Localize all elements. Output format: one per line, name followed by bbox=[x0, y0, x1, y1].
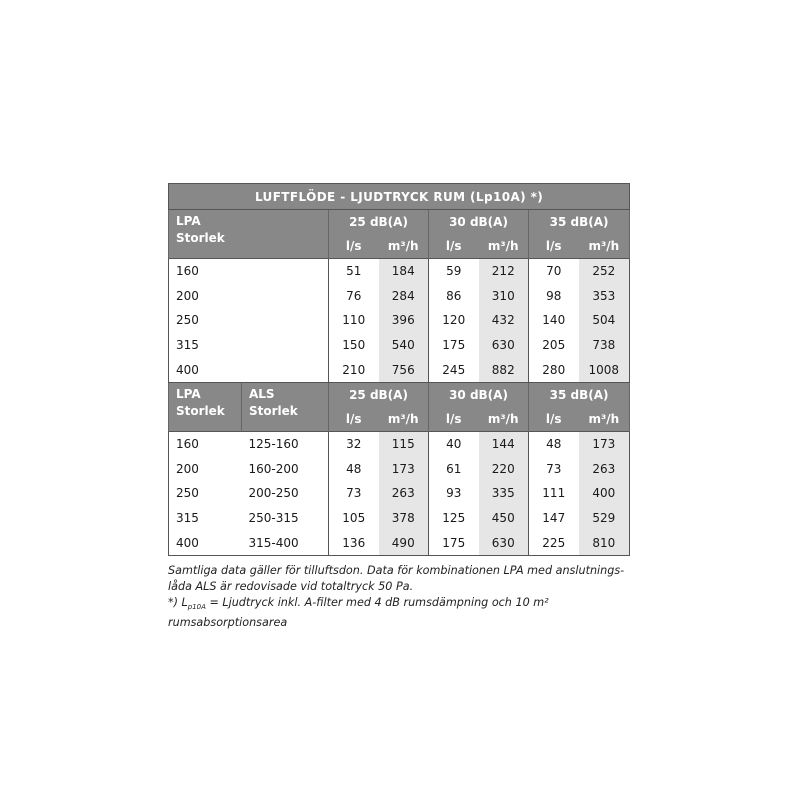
table-cell: 136 bbox=[329, 530, 379, 555]
table-cell: 263 bbox=[579, 457, 630, 482]
table-cell: 810 bbox=[579, 530, 630, 555]
table-cell: 73 bbox=[546, 461, 562, 476]
table-cell: 756 bbox=[379, 357, 429, 382]
unit-m3h: m³/h bbox=[479, 407, 529, 432]
section1-label-line1: LPA bbox=[176, 214, 201, 228]
sound-data-table-block bbox=[168, 183, 629, 631]
table-cell: 32 bbox=[329, 431, 379, 456]
unit-m3h: m³/h bbox=[379, 407, 429, 432]
table-cell: 504 bbox=[579, 308, 630, 333]
unit-ls: l/s bbox=[529, 407, 579, 432]
table-row bbox=[169, 457, 630, 482]
table-cell: 284 bbox=[379, 284, 429, 309]
unit-m3h: m³/h bbox=[479, 234, 529, 259]
table-cell: 125 bbox=[442, 511, 466, 526]
table-cell: 144 bbox=[479, 431, 529, 456]
table-cell: 250 bbox=[169, 481, 242, 506]
table-cell: 48 bbox=[346, 461, 362, 476]
note-line1: Samtliga data gäller för tilluftsdon. Data för kombinationen LPA med anslutnings- bbox=[168, 563, 625, 577]
table-cell: 738 bbox=[579, 333, 630, 358]
table-row bbox=[169, 530, 630, 555]
group-header-35: 35 dB(A) bbox=[529, 210, 630, 235]
table-cell: 51 bbox=[329, 259, 379, 284]
table-cell: 73 bbox=[346, 486, 362, 501]
table-cell: 150 bbox=[342, 338, 366, 353]
group-header-35: 35 dB(A) bbox=[529, 382, 630, 407]
section2-lpa-label-line1: LPA bbox=[176, 386, 201, 401]
table-cell: 86 bbox=[446, 288, 462, 303]
table-cell: 70 bbox=[529, 259, 579, 284]
table-row bbox=[169, 308, 630, 333]
table-cell: 1008 bbox=[579, 357, 630, 382]
group-header-30: 30 dB(A) bbox=[429, 210, 529, 235]
table-cell: 220 bbox=[479, 457, 529, 482]
unit-ls: l/s bbox=[329, 234, 379, 259]
table-cell: 61 bbox=[446, 461, 462, 476]
table-row bbox=[169, 481, 630, 506]
table-cell: 378 bbox=[379, 506, 429, 531]
table-row bbox=[169, 357, 630, 382]
table-row bbox=[169, 259, 630, 284]
table-cell: 540 bbox=[379, 333, 429, 358]
table-cell: 400 bbox=[579, 481, 630, 506]
table-row bbox=[169, 431, 630, 456]
section2-als-label-line2: Storlek bbox=[249, 403, 298, 418]
table-cell: 310 bbox=[479, 284, 529, 309]
table-cell: 315 bbox=[169, 333, 329, 358]
section2-als-label bbox=[242, 382, 329, 431]
table-cell: 252 bbox=[579, 259, 630, 284]
table-cell: 173 bbox=[379, 457, 429, 482]
table-row bbox=[169, 284, 630, 309]
table-cell: 76 bbox=[346, 288, 362, 303]
footnote-text: = Ljudtryck inkl. A-filter med 4 dB rumsdämpning och 10 m² rumsabsorptionsarea bbox=[168, 595, 549, 629]
table-cell: 160 bbox=[169, 259, 329, 284]
table-title: LUFTFLÖDE - LJUDTRYCK RUM (Lp10A) *) bbox=[169, 184, 630, 210]
table-cell: 175 bbox=[442, 338, 466, 353]
unit-ls: l/s bbox=[429, 407, 479, 432]
table-cell: 630 bbox=[479, 530, 529, 555]
table-cell: 400 bbox=[169, 357, 329, 382]
table-cell: 205 bbox=[542, 338, 566, 353]
table-cell: 173 bbox=[579, 431, 630, 456]
section2-lpa-label bbox=[169, 382, 242, 431]
unit-m3h: m³/h bbox=[579, 234, 630, 259]
table-cell: 175 bbox=[429, 530, 479, 555]
table-cell: 315-400 bbox=[242, 530, 329, 555]
unit-m3h: m³/h bbox=[579, 407, 630, 432]
table-cell: 200-250 bbox=[242, 481, 329, 506]
table-cell: 250-315 bbox=[242, 506, 329, 531]
table-cell: 396 bbox=[379, 308, 429, 333]
section1-label bbox=[169, 210, 329, 259]
table-cell: 450 bbox=[479, 506, 529, 531]
table-cell: 432 bbox=[479, 308, 529, 333]
table-cell: 210 bbox=[329, 357, 379, 382]
note-line2: låda ALS är redovisade vid totaltryck 50 Pa. bbox=[168, 579, 414, 593]
table-cell: 147 bbox=[542, 511, 566, 526]
airflow-sound-table bbox=[168, 183, 630, 556]
table-cell: 125-160 bbox=[242, 431, 329, 456]
table-cell: 225 bbox=[529, 530, 579, 555]
table-cell: 111 bbox=[542, 486, 566, 501]
table-cell: 115 bbox=[379, 431, 429, 456]
group-header-25: 25 dB(A) bbox=[329, 210, 429, 235]
table-cell: 200 bbox=[169, 457, 242, 482]
footnote-prefix: *) L bbox=[168, 595, 188, 609]
table-cell: 400 bbox=[169, 530, 242, 555]
table-cell: 98 bbox=[546, 288, 562, 303]
table-cell: 212 bbox=[479, 259, 529, 284]
table-cell: 263 bbox=[379, 481, 429, 506]
table-cell: 140 bbox=[542, 313, 566, 328]
group-header-30: 30 dB(A) bbox=[429, 382, 529, 407]
table-cell: 160 bbox=[169, 431, 242, 456]
table-cell: 335 bbox=[479, 481, 529, 506]
table-cell: 882 bbox=[479, 357, 529, 382]
table-cell: 93 bbox=[446, 486, 462, 501]
table-cell: 40 bbox=[429, 431, 479, 456]
table-cell: 529 bbox=[579, 506, 630, 531]
unit-ls: l/s bbox=[529, 234, 579, 259]
table-cell: 120 bbox=[442, 313, 466, 328]
table-cell: 280 bbox=[529, 357, 579, 382]
group-header-25: 25 dB(A) bbox=[329, 382, 429, 407]
table-cell: 630 bbox=[479, 333, 529, 358]
footnote-subscript: p10A bbox=[187, 602, 206, 611]
unit-m3h: m³/h bbox=[379, 234, 429, 259]
section2-als-label-line1: ALS bbox=[249, 386, 275, 401]
table-cell: 48 bbox=[529, 431, 579, 456]
footnote bbox=[168, 595, 629, 631]
table-cell: 160-200 bbox=[242, 457, 329, 482]
table-cell: 245 bbox=[429, 357, 479, 382]
section1-label-line2: Storlek bbox=[176, 231, 225, 245]
unit-ls: l/s bbox=[329, 407, 379, 432]
table-cell: 105 bbox=[342, 511, 366, 526]
table-cell: 353 bbox=[579, 284, 630, 309]
table-row bbox=[169, 506, 630, 531]
notes bbox=[168, 563, 629, 631]
table-cell: 59 bbox=[429, 259, 479, 284]
unit-ls: l/s bbox=[429, 234, 479, 259]
table-cell: 490 bbox=[379, 530, 429, 555]
table-cell: 200 bbox=[169, 284, 329, 309]
table-cell: 315 bbox=[169, 506, 242, 531]
section2-lpa-label-line2: Storlek bbox=[176, 403, 225, 418]
table-cell: 250 bbox=[169, 308, 329, 333]
table-cell: 110 bbox=[342, 313, 366, 328]
table-cell: 184 bbox=[379, 259, 429, 284]
table-row bbox=[169, 333, 630, 358]
